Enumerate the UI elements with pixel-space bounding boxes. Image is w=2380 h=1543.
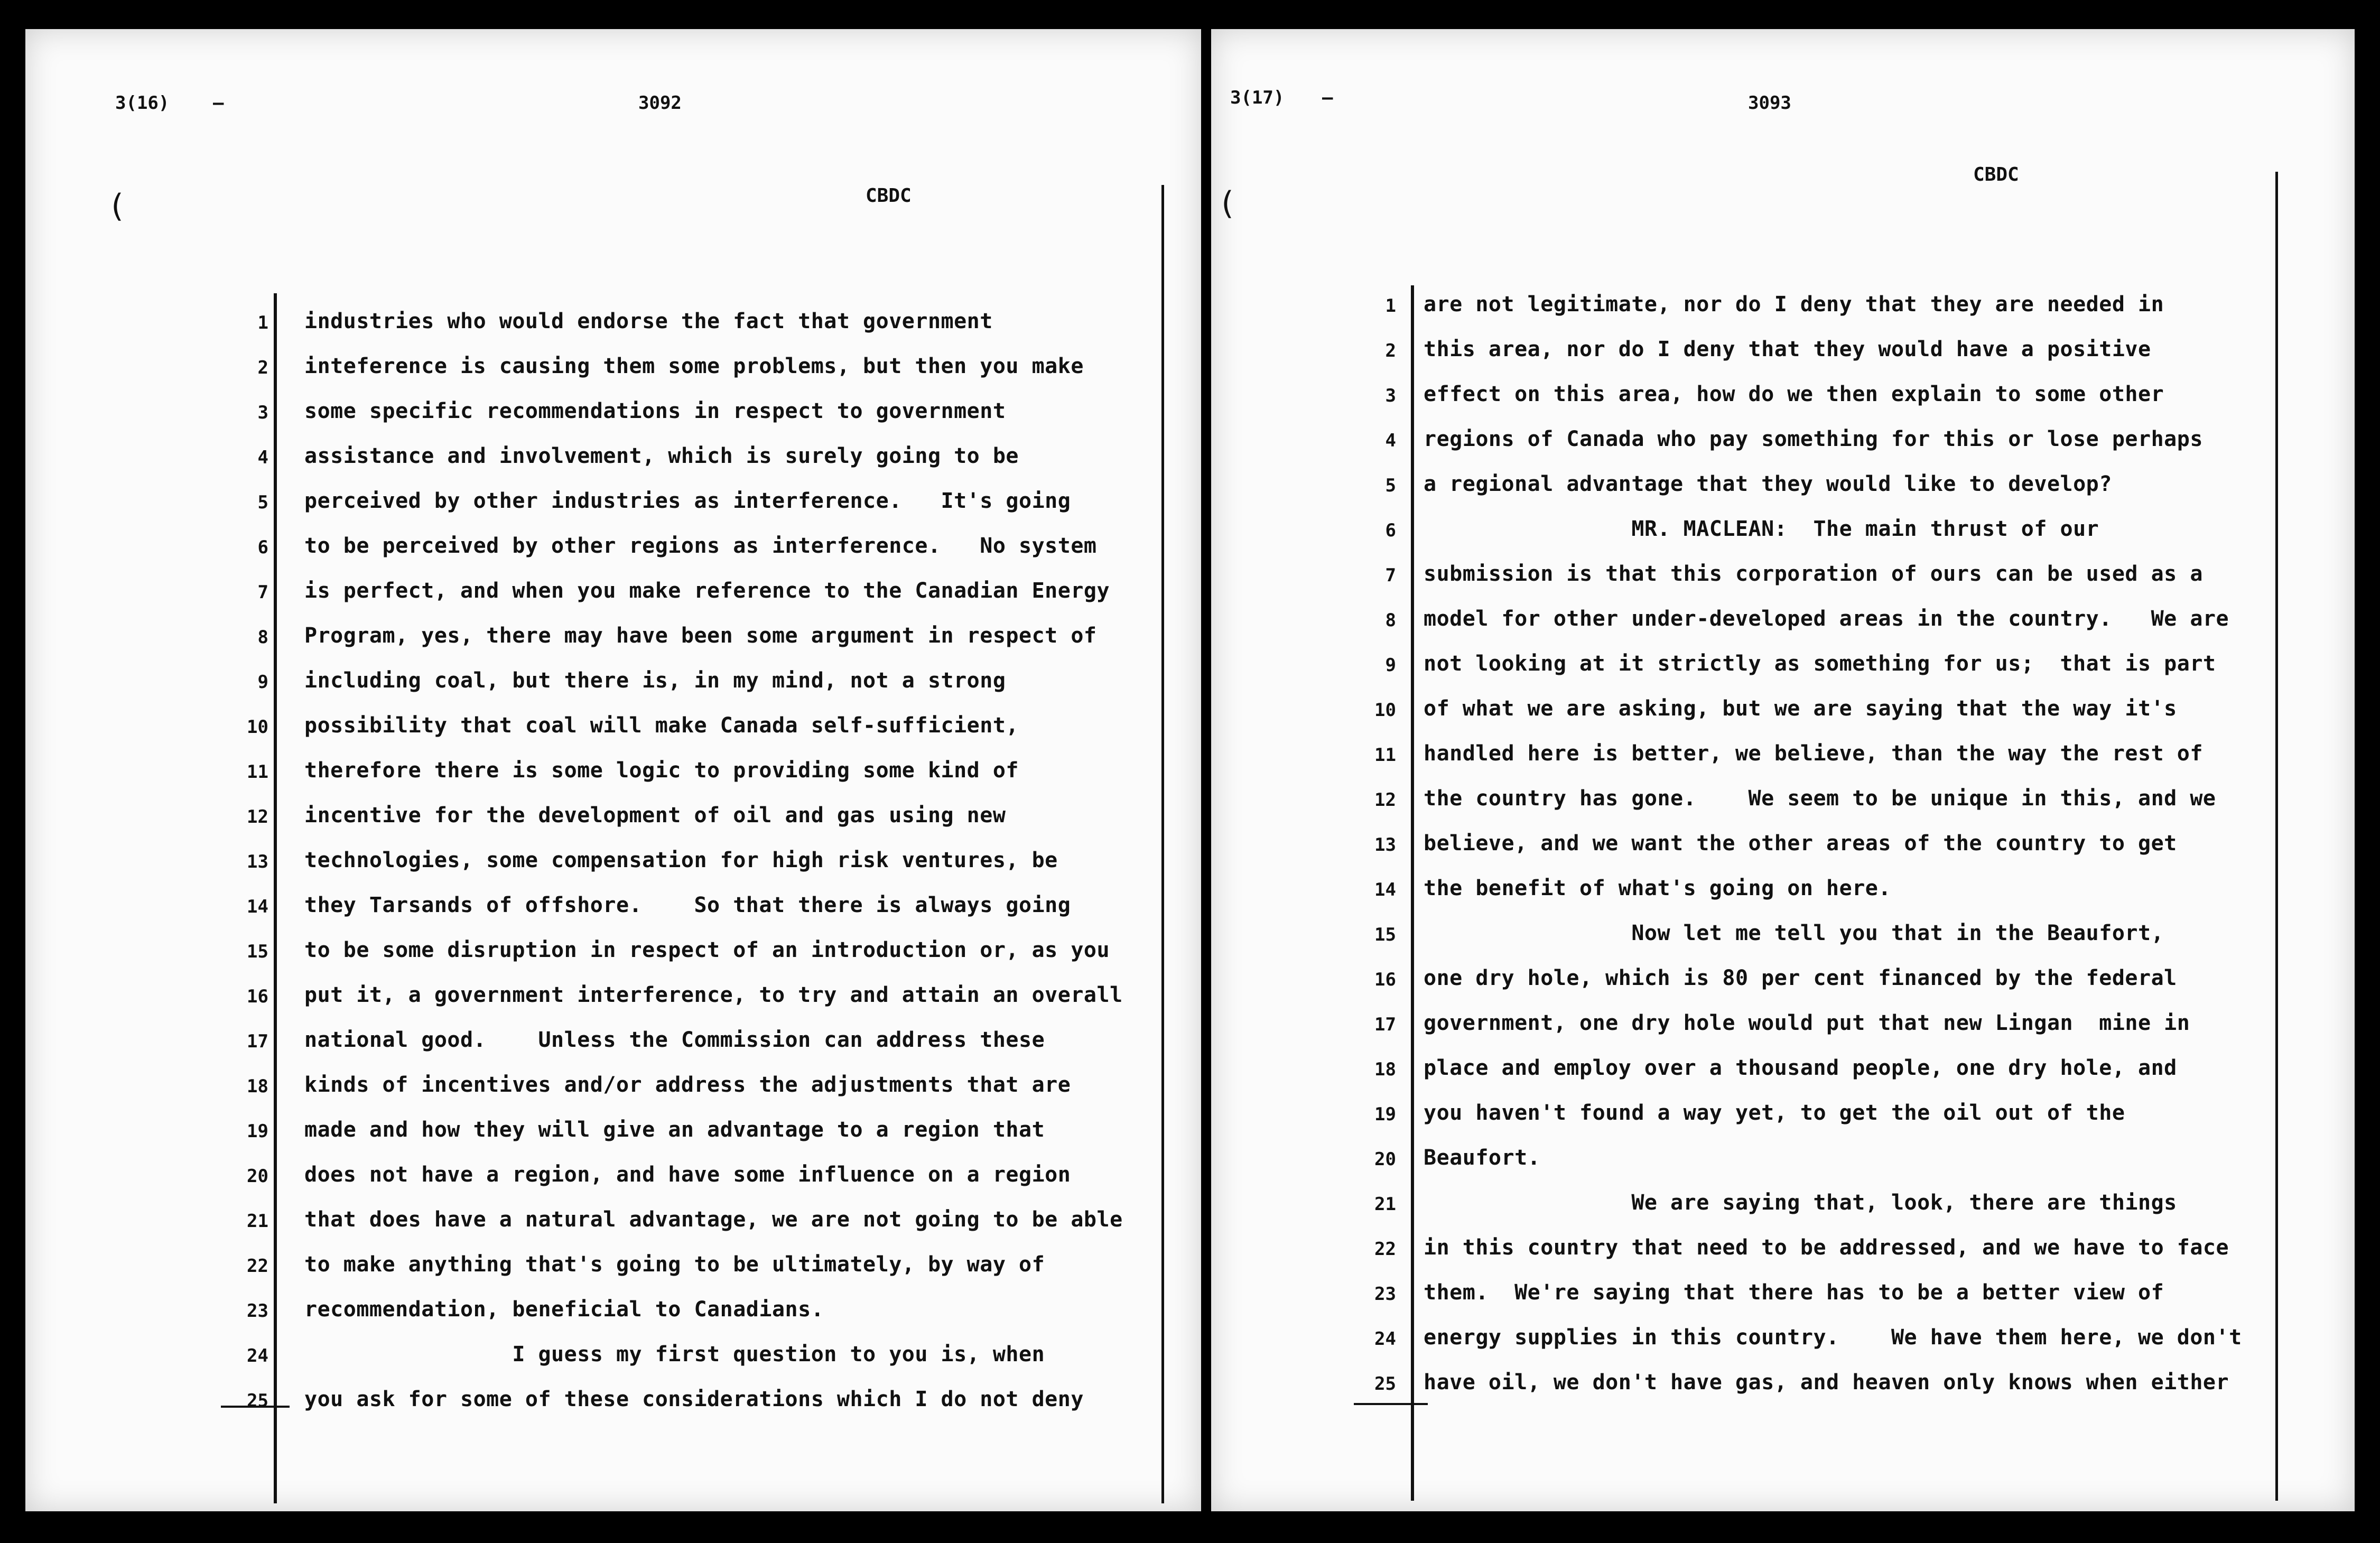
transcript-line: assistance and involvement, which is surely going to be <box>304 444 1019 468</box>
transcript-line: energy supplies in this country. We have them here, we don't <box>1424 1325 2242 1350</box>
transcript-line: have oil, we don't have gas, and heaven only knows when either <box>1424 1370 2229 1395</box>
line-number: 1 <box>257 312 268 333</box>
line-number: 13 <box>1374 834 1396 856</box>
transcript-line: that does have a natural advantage, we are not going to be able <box>304 1207 1123 1232</box>
transcript-line: the benefit of what's going on here. <box>1424 876 1891 900</box>
line-number: 6 <box>257 537 268 558</box>
line-number: 21 <box>247 1211 268 1232</box>
margin-paren-mark: ( <box>1217 185 1237 222</box>
line-number: 17 <box>247 1031 268 1052</box>
transcript-line: of what we are asking, but we are saying that the way it's <box>1424 696 2177 721</box>
transcript-line: to make anything that's going to be ultimately, by way of <box>304 1252 1045 1277</box>
transcript-line: technologies, some compensation for high risk ventures, be <box>304 848 1058 872</box>
transcript-line: kinds of incentives and/or address the adjustments that are <box>304 1073 1071 1097</box>
page-ref-dash: — <box>1322 87 1333 108</box>
transcript-line: to be some disruption in respect of an introduction or, as you <box>304 938 1110 962</box>
transcript-line: is perfect, and when you make reference to the Canadian Energy <box>304 579 1110 603</box>
transcript-line: not looking at it strictly as something for us; that is part <box>1424 652 2216 676</box>
line-number: 4 <box>1385 430 1396 451</box>
line-number: 7 <box>257 582 268 603</box>
transcript-line: therefore there is some logic to providing some kind of <box>304 758 1019 783</box>
transcript-line: place and employ over a thousand people, one dry hole, and <box>1424 1056 2177 1080</box>
line-number: 22 <box>1374 1239 1396 1260</box>
line-number: 3 <box>257 402 268 423</box>
transcript-line: believe, and we want the other areas of the country to get <box>1424 831 2177 856</box>
left-margin-rule <box>1411 285 1414 1501</box>
transcript-line: submission is that this corporation of ours can be used as a <box>1424 562 2203 586</box>
line-number: 24 <box>247 1345 268 1367</box>
page-ref-dash: — <box>213 92 224 114</box>
line-number: 23 <box>247 1300 268 1322</box>
line-number: 12 <box>247 806 268 828</box>
line-25-marker <box>1354 1403 1428 1405</box>
right-page <box>1211 29 2355 1511</box>
line-number: 20 <box>1374 1149 1396 1170</box>
transcript-line: you ask for some of these considerations which I do not deny <box>304 1387 1084 1411</box>
line-number: 1 <box>1385 295 1396 317</box>
transcript-line: regions of Canada who pay something for this or lose perhaps <box>1424 427 2203 451</box>
transcript-line: does not have a region, and have some influence on a region <box>304 1163 1071 1187</box>
transcript-line: Beaufort. <box>1424 1146 1541 1170</box>
transcript-line: model for other under-developed areas in the country. We are <box>1424 607 2229 631</box>
line-number: 13 <box>247 851 268 872</box>
transcript-line: recommendation, beneficial to Canadians. <box>304 1297 824 1322</box>
line-number: 23 <box>1374 1284 1396 1305</box>
transcript-line: one dry hole, which is 80 per cent financed by the federal <box>1424 966 2177 990</box>
line-number: 16 <box>1374 969 1396 990</box>
line-number: 9 <box>1385 655 1396 676</box>
transcript-line: effect on this area, how do we then explain to some other <box>1424 382 2164 406</box>
left-margin-rule <box>274 293 277 1503</box>
line-number: 14 <box>247 896 268 917</box>
margin-paren-mark: ( <box>107 188 127 225</box>
line-number: 9 <box>257 672 268 693</box>
line-number: 11 <box>1374 745 1396 766</box>
transcript-line: government, one dry hole would put that new Lingan mine in <box>1424 1011 2190 1035</box>
line-number: 2 <box>1385 340 1396 361</box>
line-number: 19 <box>247 1121 268 1142</box>
transcript-line: the country has gone. We seem to be unique in this, and we <box>1424 786 2216 811</box>
line-number: 7 <box>1385 565 1396 586</box>
line-number: 5 <box>257 492 268 513</box>
line-number: 18 <box>247 1076 268 1097</box>
page-number: 3092 <box>638 92 682 114</box>
transcript-line: MR. MACLEAN: The main thrust of our <box>1424 517 2099 541</box>
line-number: 14 <box>1374 879 1396 900</box>
page-number: 3093 <box>1748 92 1791 114</box>
line-number: 22 <box>247 1256 268 1277</box>
transcript-line: this area, nor do I deny that they would have a positive <box>1424 337 2151 361</box>
page-ref: 3(16) <box>115 92 170 114</box>
transcript-line: handled here is better, we believe, than the way the rest of <box>1424 741 2203 766</box>
transcript-line: incentive for the development of oil and gas using new <box>304 803 1006 828</box>
transcript-line: you haven't found a way yet, to get the oil out of the <box>1424 1101 2125 1125</box>
page-ref: 3(17) <box>1230 87 1285 108</box>
line-number: 6 <box>1385 520 1396 541</box>
transcript-line: in this country that need to be addressed, and we have to face <box>1424 1235 2229 1260</box>
transcript-line: Program, yes, there may have been some argument in respect of <box>304 624 1097 648</box>
line-number: 16 <box>247 986 268 1007</box>
line-number: 18 <box>1374 1059 1396 1080</box>
transcript-line: made and how they will give an advantage to a region that <box>304 1118 1045 1142</box>
line-number: 21 <box>1374 1194 1396 1215</box>
line-number: 5 <box>1385 475 1396 496</box>
transcript-line: including coal, but there is, in my mind, not a strong <box>304 668 1006 693</box>
transcript-line: Now let me tell you that in the Beaufort, <box>1424 921 2164 945</box>
line-number: 17 <box>1374 1014 1396 1035</box>
transcript-line: I guess my first question to you is, when <box>304 1342 1045 1367</box>
transcript-line: are not legitimate, nor do I deny that they are needed in <box>1424 292 2164 317</box>
left-page <box>25 29 1201 1511</box>
line-number: 10 <box>247 717 268 738</box>
line-number: 15 <box>247 941 268 962</box>
transcript-line: them. We're saying that there has to be a better view of <box>1424 1280 2164 1305</box>
line-number: 24 <box>1374 1328 1396 1350</box>
line-number: 2 <box>257 357 268 378</box>
transcript-line: they Tarsands of offshore. So that there is always going <box>304 893 1071 917</box>
line-number: 25 <box>247 1390 268 1411</box>
transcript-line: perceived by other industries as interference. It's going <box>304 489 1071 513</box>
line-number: 20 <box>247 1166 268 1187</box>
transcript-line: possibility that coal will make Canada self-sufficient, <box>304 713 1019 738</box>
line-number: 19 <box>1374 1104 1396 1125</box>
agency-label: CBDC <box>866 185 912 207</box>
right-margin-rule <box>1161 185 1164 1503</box>
transcript-line: put it, a government interference, to try and attain an overall <box>304 983 1123 1007</box>
line-number: 8 <box>1385 610 1396 631</box>
line-number: 10 <box>1374 700 1396 721</box>
transcript-line: some specific recommendations in respect to government <box>304 399 1006 423</box>
transcript-line: inteference is causing them some problems, but then you make <box>304 354 1084 378</box>
line-number: 11 <box>247 761 268 783</box>
right-margin-rule <box>2275 172 2278 1501</box>
line-number: 8 <box>257 627 268 648</box>
line-number: 12 <box>1374 789 1396 811</box>
transcript-line: a regional advantage that they would like to develop? <box>1424 472 2112 496</box>
transcript-line: to be perceived by other regions as interference. No system <box>304 534 1097 558</box>
transcript-line: We are saying that, look, there are things <box>1424 1191 2177 1215</box>
line-number: 3 <box>1385 385 1396 406</box>
line-number: 4 <box>257 447 268 468</box>
transcript-line: industries who would endorse the fact that government <box>304 309 993 333</box>
agency-label: CBDC <box>1973 164 2019 185</box>
line-number: 15 <box>1374 924 1396 945</box>
line-number: 25 <box>1374 1373 1396 1395</box>
transcript-line: national good. Unless the Commission can address these <box>304 1028 1045 1052</box>
